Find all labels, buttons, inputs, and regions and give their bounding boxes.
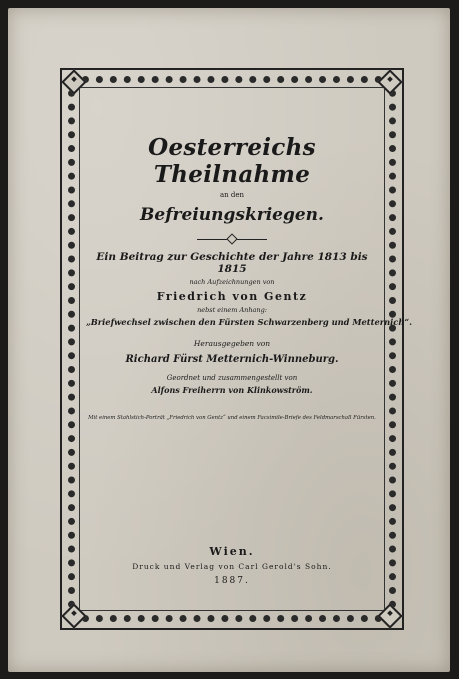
contribution-line: Ein Beitrag zur Geschichte der Jahre 1813 bis 1815 [96,251,368,275]
main-title: Oesterreichs Theilnahme [148,134,316,188]
decorative-border [60,68,413,630]
source-line: nach Aufzeichnungen von [189,278,275,286]
title-block [86,110,413,421]
divider-ornament-icon [197,235,267,243]
subtitle: Befreiungskriegen. [140,205,324,225]
imprint-city: Wien. [209,545,255,558]
imprint [86,545,378,586]
imprint-publisher: Druck und Verlag von Carl Gerold's Sohn. [132,562,332,571]
book-cover [8,8,450,672]
title-connector: an den [219,191,245,199]
appendix-line: nebst einem Anhang: [197,306,267,314]
editor-name: Richard Fürst Metternich-Winneburg. [125,354,339,365]
compiler-name: Alfons Freiherrn von Klinkowström. [151,385,313,395]
source-author: Friedrich von Gentz [156,290,308,303]
illustration-note: Mit einem Stahlstich-Porträt „Friedrich von Gentz“ und einem Facsimile-Briefe des Feldmarschall Fürsten. [88,415,376,421]
editor-label: Herausgegeben von [193,339,271,348]
appendix-title: „Briefwechsel zwischen den Fürsten Schwarzenberg und Metternich“. [86,317,413,327]
imprint-year: 1887. [214,576,250,586]
compiled-label: Geordnet und zusammengestellt von [166,374,298,382]
